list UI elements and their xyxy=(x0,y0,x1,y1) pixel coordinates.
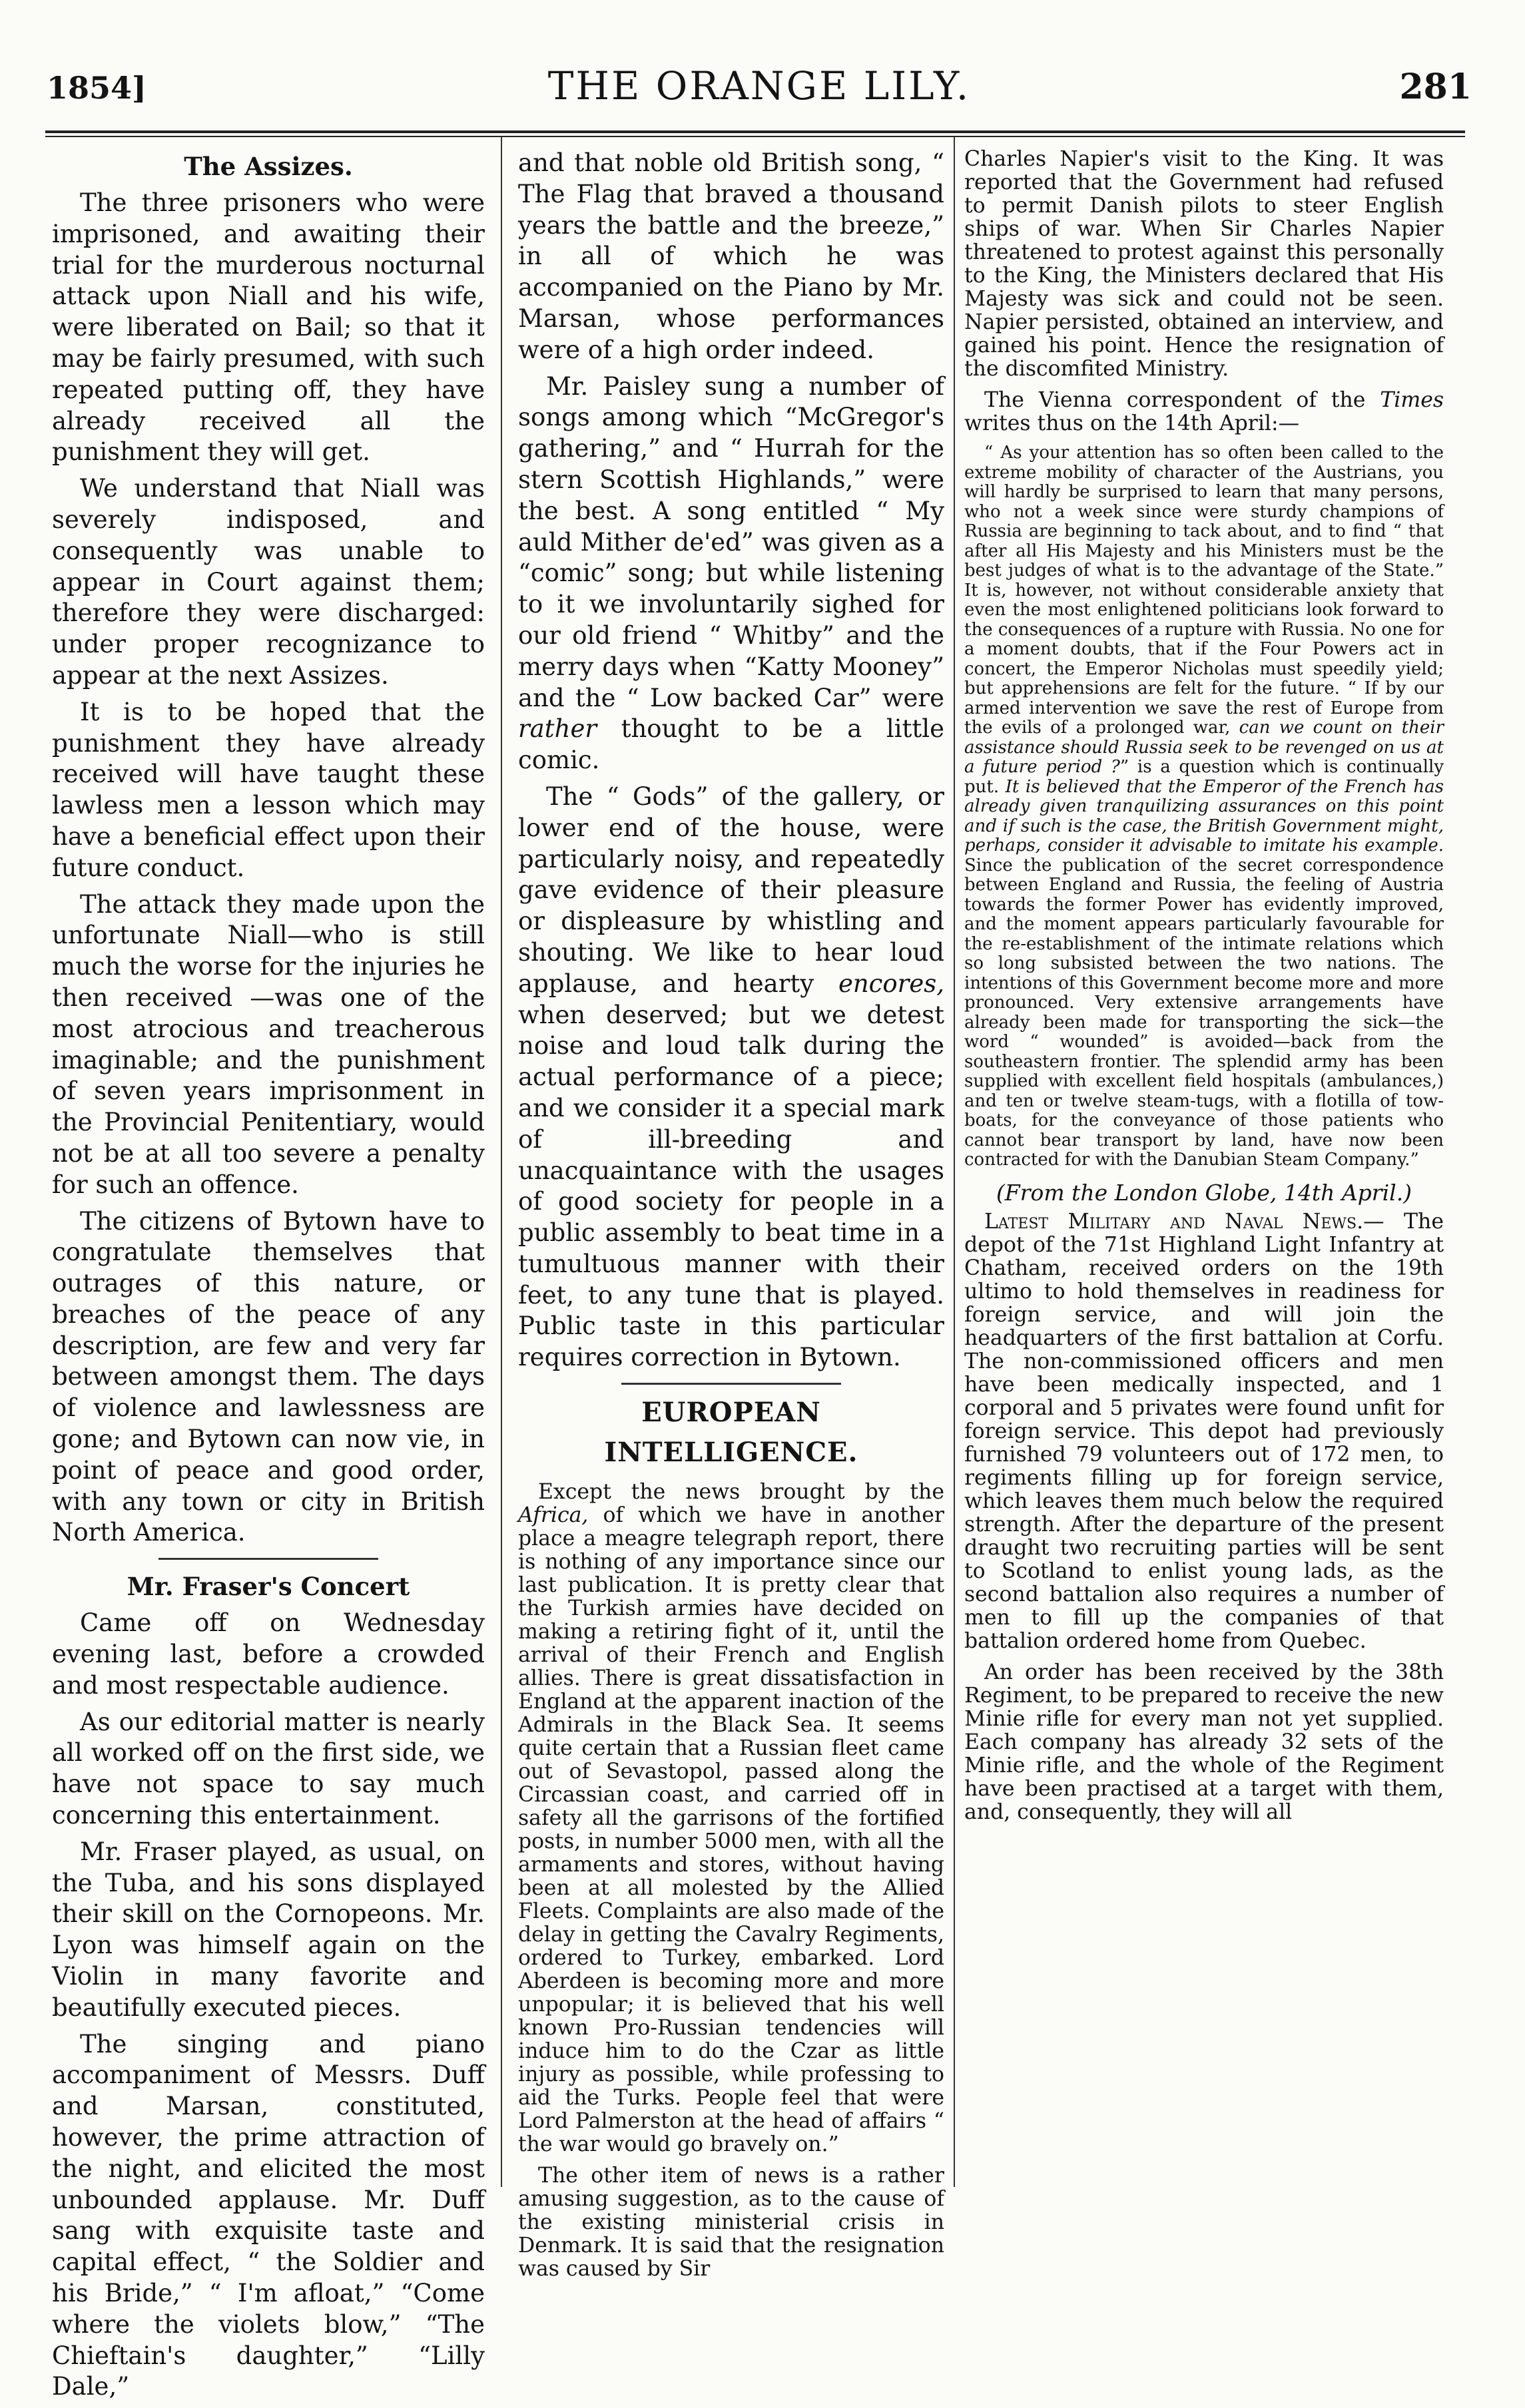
article-paragraph: It is to be hoped that the punishment they have already received will have taught these lawless men a lesson which may have a beneficial effect upon their future conduct. xyxy=(52,697,485,882)
paragraph-text: writes thus on the 14th April:— xyxy=(964,411,1300,435)
masthead-rule xyxy=(45,130,1465,137)
emphasis-text: encores, xyxy=(838,969,944,998)
column-2 xyxy=(518,148,944,2289)
page-number: 281 xyxy=(1399,67,1472,107)
emphasis-text: It is believed that the Emperor of the French has already given tranquilizing assurances on this point and if such is the case, the British Government might, perhaps, consider it advisable to imitate his example. xyxy=(964,776,1444,855)
source-credit: (From the London Globe, 14th April.) xyxy=(996,1179,1412,1206)
emphasis-text: Times xyxy=(1380,388,1444,412)
paragraph-text: The “ Gods” of the gallery, or lower end of the house, were particularly noisy, and repeatedly gave evidence of their pleasure or displeasure by whistling and shouting. We like to hear loud applause, and hearty xyxy=(518,782,944,998)
quoted-letter xyxy=(964,443,1444,1170)
issue-year: 1854] xyxy=(47,70,147,106)
paragraph-text: The Vienna correspondent of the xyxy=(984,388,1380,412)
paragraph-text: thought to be a little comic. xyxy=(518,714,944,775)
article-paragraph: The singing and piano accompaniment of Messrs. Duff and Marsan, constituted, however, the prime attraction of the night, and elicited the most unbounded applause. Mr. Duff sang with exquisite taste and capital effect, “ the Soldier and his Bride,” “ I'm afloat,” “Come where the violets blow,” “The Chieftain's daughter,” “Lilly Dale,” xyxy=(52,2029,485,2401)
article-paragraph xyxy=(518,371,944,776)
paragraph-text: when deserved; but we detest noise and loud talk during the actual performance of a piece; and we consider it a special mark of ill-breeding and unacquaintance with the usages of good society for people in a public assembly to beat time in a tumultuous manner with their feet, to any tune that is played. Public taste in this particular requires correction in Bytown. xyxy=(518,1000,944,1372)
column-divider xyxy=(954,136,955,2187)
emphasis-text: can we count on their assistance should Russia seek to be revenged on us at a future period ? xyxy=(964,718,1444,777)
article-paragraph: The attack they made upon the unfortunate Niall—who is still much the worse for the injuries he then received —was one of the most atrocious and treacherous imaginable; and the punishment of seven years imprisonment in the Provincial Penitentiary, would not be at all too severe a penalty for such an offence. xyxy=(52,889,485,1199)
masthead xyxy=(47,63,1472,123)
subheading-latest-news: Latest Military and Naval News.— xyxy=(984,1209,1384,1234)
article-heading-european: EUROPEAN INTELLIGENCE. xyxy=(604,1397,858,1469)
article-paragraph xyxy=(964,389,1444,435)
emphasis-text: Africa, xyxy=(518,1503,589,1528)
article-paragraph: The citizens of Bytown have to congratulate themselves that outrages of this nature, or breaches of the peace of any description, are few and very far between amongst them. The days of violence and lawlessness are gone; and Bytown can now vie, in point of peace and good order, with any town or city in British North America. xyxy=(52,1206,485,1547)
article-paragraph: Mr. Fraser played, as usual, on the Tuba, and his sons displayed their skill on the Cornopeons. Mr. Lyon was himself again on the Violin in many favorite and beautifully executed pieces. xyxy=(52,1837,485,2022)
paragraph-text: Since the publication of the secret correspondence between England and Russia, the feeling of Austria towards the former Power has evidently improved, and the moment appears particularly favourable for the re-establishment of the intimate relations which so long subsisted between the two nations. The intentions of this Government become more and more pronounced. Very extensive arrangements have already been made for transporting the sick—the word “ wounded” is avoided—back from the southeastern frontier. The splendid army has been supplied with excellent field hospitals (ambulances,) and ten or twelve steam-tugs, with a flotilla of tow-boats, for the conveyance of those patients who cannot bear transport by land, have now been contracted for with the Danubian Steam Company.” xyxy=(964,855,1444,1170)
column-divider xyxy=(501,136,502,2187)
paragraph-text: Except the news brought by the xyxy=(538,1480,944,1505)
paragraph-text: Mr. Paisley sung a number of songs among which “McGregor's gathering,” and “ Hurrah for the stern Scottish Highlands,” were the best. A song entitled “ My auld Mither de'ed” was given as a “comic” song; but while listening to it we involuntarily sighed for our old friend “ Whitby” and the merry days when “Katty Mooney” and the “ Low backed Car” were xyxy=(518,371,944,712)
article-paragraph: Charles Napier's visit to the King. It was reported that the Government had refused to permit Danish pilots to steer English ships of war. When Sir Charles Napier threatened to protest against this personally to the King, the Ministers declared that His Majesty was sick and could not be seen. Napier persisted, obtained an interview, and gained his point. Hence the resignation of the discomfited Ministry. xyxy=(964,147,1444,381)
article-paragraph: We understand that Niall was severely indisposed, and consequently was unable to appear in Court against them; therefore they were discharged: under proper recognizance to appear at the next Assizes. xyxy=(52,474,485,690)
article-paragraph: As our editorial matter is nearly all worked off on the first side, we have not space to say much concerning this entertainment. xyxy=(52,1707,485,1830)
article-paragraph: The other item of news is a rather amusing suggestion, as to the cause of the existing ministerial crisis in Denmark. It is said that the resignation was caused by Sir xyxy=(518,2164,944,2282)
article-paragraph xyxy=(518,782,944,1373)
paragraph-text: of which we have in another place a meagre telegraph report, there is nothing of any importance since our last publication. It is pretty clear that the Turkish armies have decided on making a retiring fight of it, until the arrival of their French and English allies. There is great dissatisfaction in England at the apparent inaction of the Admirals in the Black Sea. It seems quite certain that a Russian fleet came out of Sevastopol, passed along the Circassian coast, and carried off in safety all the garrisons of the fortified posts, in number 5000 men, with all the armaments and stores, without having been at all molested by the Allied Fleets. Complaints are also made of the delay in getting the Cavalry Regiments, ordered to Turkey, embarked. Lord Aberdeen is becoming more and more unpopular; it is believed that his well known Pro-Russian tendencies will induce him to do the Czar as little injury as possible, while professing to aid the Turks. People feel that were Lord Palmerston at the head of affairs “ the war would go bravely on.” xyxy=(518,1503,944,2157)
emphasis-text: rather xyxy=(518,714,597,744)
newspaper-title: THE ORANGE LILY. xyxy=(547,63,971,109)
column-1 xyxy=(52,148,485,2408)
paragraph-text: The depot of the 71st Highland Light Infantry at Chatham, received orders on the 19th ultimo to hold themselves in readiness for foreign service, and will join the headquarters of the first battalion at Corfu. The non-commissioned officers and men have been medically inspected, and 1 corporal and 5 privates were found unfit for foreign service. This depot had previously furnished 79 volunteers out of 172 men, to regiments filling up for foreign service, which leaves them much below the required strength. After the departure of the present draught two recruiting parties will be sent to Scotland to enlist young lads, as the second battalion also requires a number of men to fill up the companies of that battalion ordered home from Quebec. xyxy=(964,1209,1444,1653)
article-heading-assizes: The Assizes. xyxy=(184,152,353,181)
paragraph-text: “ As your attention has so often been called to the extreme mobility of character of the Austrians, you will hardly be surprised to learn that many persons, who not a week since were sturdy champions of Russia are beginning to tack about, and to find “ that after all His Majesty and his Ministers must be the best judges of what is to the advantage of the State.” It is, however, not without considerable anxiety that even the most enlightened politicians look forward to the consequences of a rupture with Russia. No one for a moment doubts, that if the Four Powers act in concert, the Emperor Nicholas must speedily yield; but apprehensions are felt for the future. “ If by our armed intervention we save the rest of Europe from the evils of a prolonged war, xyxy=(964,443,1444,738)
article-paragraph: The three prisoners who were imprisoned, and awaiting their trial for the murderous nocturnal attack upon Niall and his wife, were liberated on Bail; so that it may be fairly presumed, with such repeated putting off, they have already received all the punishment they will get. xyxy=(52,188,485,467)
paragraph-text: ” is a question which is continually put. xyxy=(964,757,1444,797)
column-3 xyxy=(964,148,1444,1832)
article-paragraph: and that noble old British song, “ The Flag that braved a thousand years the battle and the breeze,” in all of which he was accompanied on the Piano by Mr. Marsan, whose performances were of a high order indeed. xyxy=(518,148,944,364)
article-paragraph: Came off on Wednesday evening last, before a crowded and most respectable audience. xyxy=(52,1608,485,1700)
article-paragraph: An order has been received by the 38th Regiment, to be prepared to receive the new Minie rifle for every man not yet supplied. Each company has already 32 sets of the Minie rifle, and the whole of the Regiment have been practised at a target with them, and, consequently, they will all xyxy=(964,1660,1444,1824)
section-divider xyxy=(621,1383,841,1385)
article-paragraph xyxy=(964,1210,1444,1653)
section-divider xyxy=(158,1558,378,1560)
article-paragraph xyxy=(518,1481,944,2156)
article-heading-concert: Mr. Fraser's Concert xyxy=(127,1572,410,1602)
